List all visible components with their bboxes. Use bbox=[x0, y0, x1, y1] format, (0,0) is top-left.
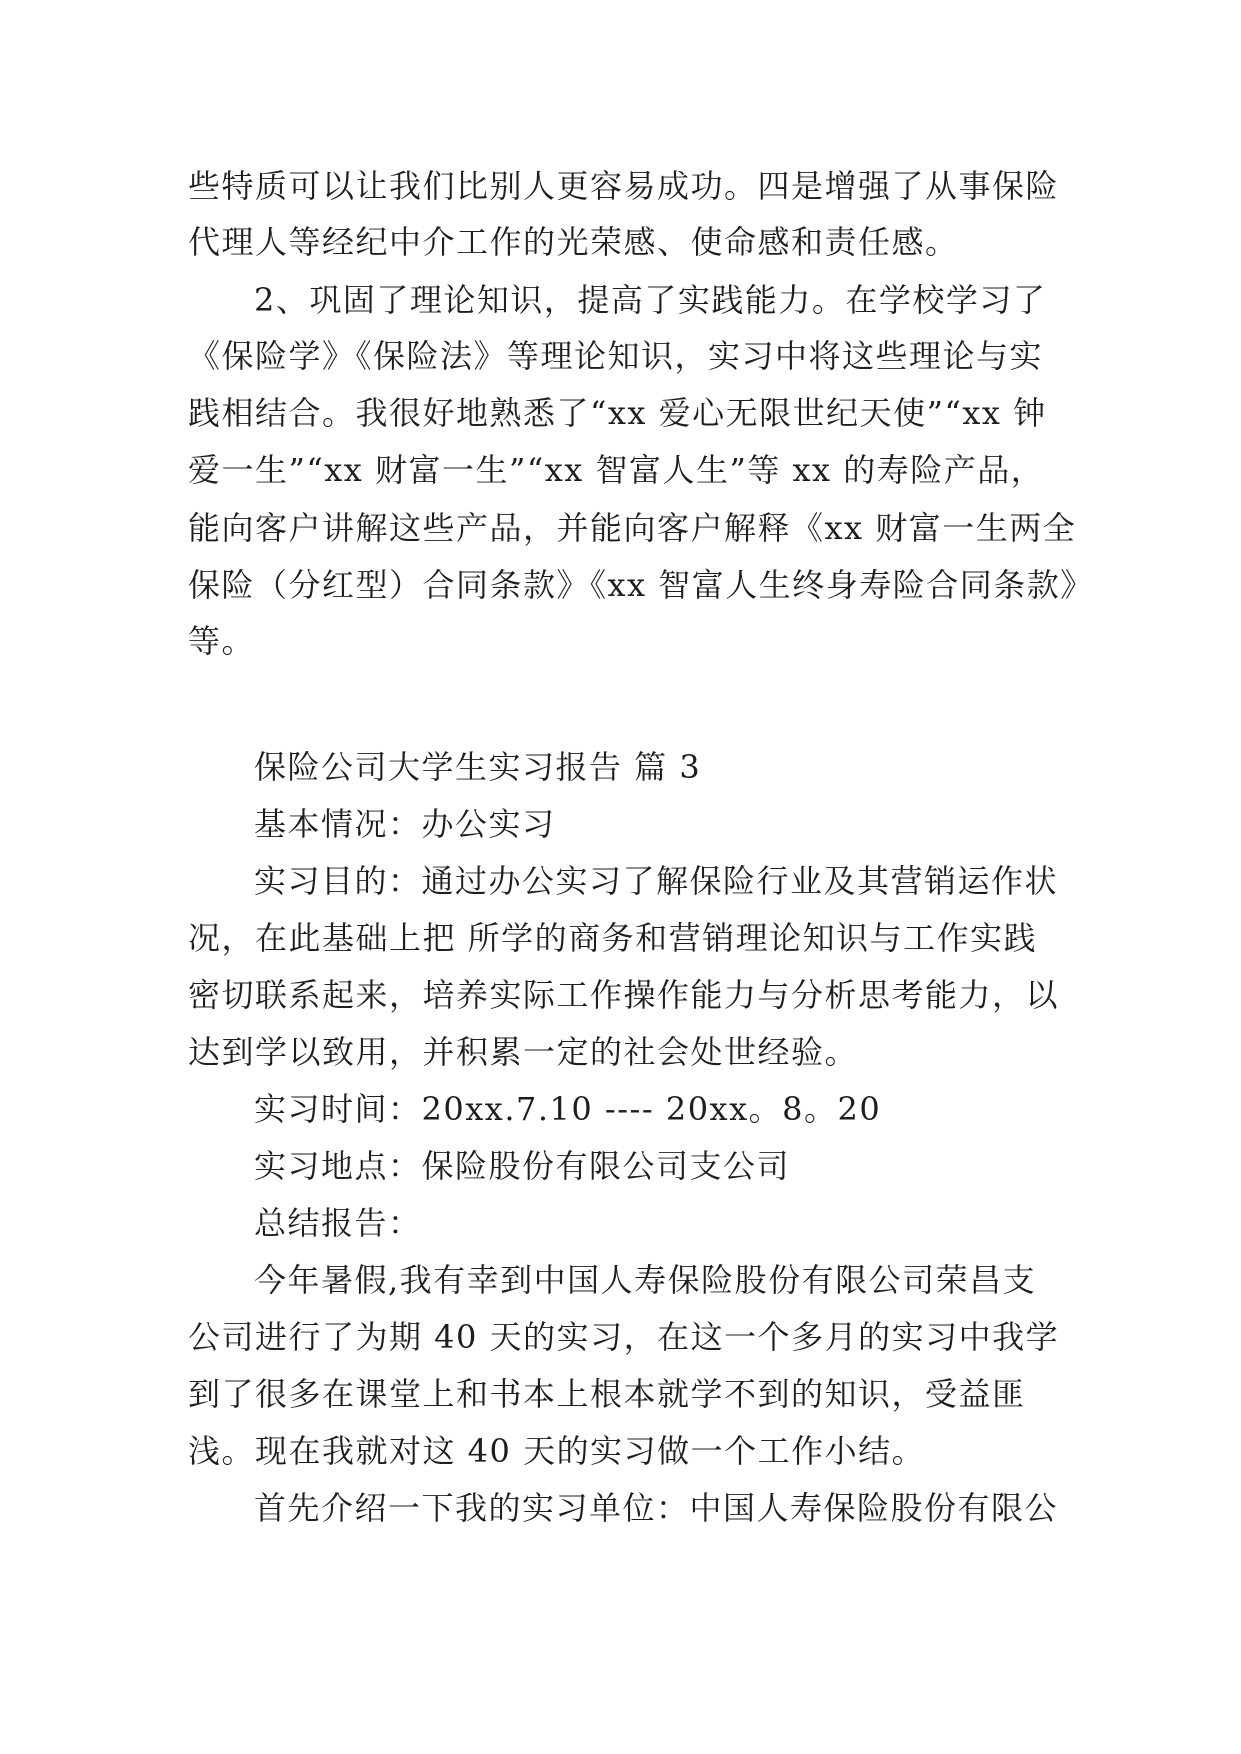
body-line: 浅。现在我就对这 40 天的实习做一个工作小结。 bbox=[188, 1432, 926, 1470]
body-line: 践相结合。我很好地熟悉了“xx 爱心无限世纪天使”“xx 钟 bbox=[188, 394, 1047, 432]
section-title: 保险公司大学生实习报告 篇 3 bbox=[254, 748, 702, 786]
body-line: 代理人等经纪中介工作的光荣感、使命感和责任感。 bbox=[188, 223, 959, 261]
body-line: 到了很多在课堂上和书本上根本就学不到的知识，受益匪 bbox=[188, 1375, 1026, 1413]
info-line-basic: 基本情况：办公实习 bbox=[254, 805, 556, 843]
body-line: 能向客户讲解这些产品，并能向客户解释《xx 财富一生两全 bbox=[188, 509, 1077, 547]
body-line: 公司进行了为期 40 天的实习，在这一个多月的实习中我学 bbox=[188, 1318, 1060, 1356]
body-line: 些特质可以让我们比别人更容易成功。四是增强了从事保险 bbox=[188, 167, 1060, 205]
paragraph-start-line: 2、巩固了理论知识，提高了实践能力。在学校学习了 bbox=[254, 281, 1047, 319]
info-line-time: 实习时间：20xx.7.10 ---- 20xx。8。20 bbox=[254, 1090, 882, 1128]
body-line: 保险（分红型）合同条款》《xx 智富人生终身寿险合同条款》 bbox=[188, 566, 1094, 604]
body-line: 《保险学》《保险法》等理论知识，实习中将这些理论与实 bbox=[188, 337, 1044, 375]
body-line: 况，在此基础上把 所学的商务和营销理论知识与工作实践 bbox=[188, 919, 1038, 957]
body-line: 等。 bbox=[188, 622, 256, 660]
body-line: 密切联系起来，培养实际工作操作能力与分析思考能力，以 bbox=[188, 976, 1060, 1014]
body-line: 爱一生”“xx 财富一生”“xx 智富人生”等 xx 的寿险产品， bbox=[188, 451, 1045, 489]
paragraph-start-line: 今年暑假,我有幸到中国人寿保险股份有限公司荣昌支 bbox=[254, 1261, 1037, 1299]
paragraph-start-line: 首先介绍一下我的实习单位：中国人寿保险股份有限公 bbox=[254, 1489, 1059, 1527]
info-line-location: 实习地点：保险股份有限公司支公司 bbox=[254, 1147, 791, 1185]
summary-heading: 总结报告： bbox=[254, 1204, 422, 1242]
body-line: 达到学以致用，并积累一定的社会处世经验。 bbox=[188, 1033, 859, 1071]
paragraph-start-line: 实习目的：通过办公实习了解保险行业及其营销运作状 bbox=[254, 862, 1059, 900]
